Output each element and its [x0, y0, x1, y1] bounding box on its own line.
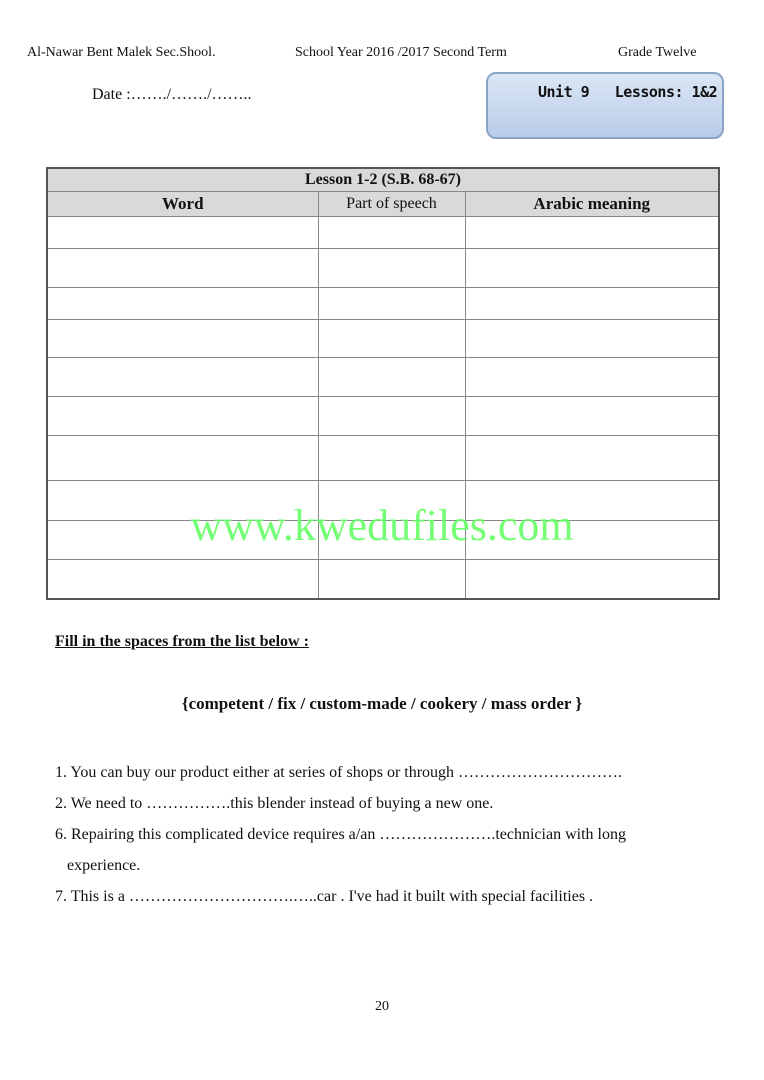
arabic-meaning-cell[interactable]	[465, 217, 719, 249]
part-of-speech-cell[interactable]	[318, 436, 465, 481]
lesson-title: Lesson 1-2 (S.B. 68-67)	[47, 168, 719, 192]
word-cell[interactable]	[47, 397, 318, 436]
column-header-word: Word	[47, 192, 318, 217]
part-of-speech-cell[interactable]	[318, 320, 465, 358]
watermark: www.kwedufiles.com	[190, 501, 574, 550]
exercise-instruction: Fill in the spaces from the list below :	[55, 633, 309, 650]
sentence-item: 1. You can buy our product either at series of shops or through ………………………….	[55, 764, 623, 781]
word-cell[interactable]	[47, 249, 318, 288]
table-row	[47, 397, 719, 436]
part-of-speech-cell[interactable]	[318, 560, 465, 599]
page-number: 20	[375, 999, 389, 1014]
table-row	[47, 560, 719, 599]
school-year: School Year 2016 /2017 Second Term	[295, 45, 507, 60]
arabic-meaning-cell[interactable]	[465, 358, 719, 397]
part-of-speech-cell[interactable]	[318, 249, 465, 288]
column-header-part-of-speech: Part of speech	[318, 192, 465, 217]
unit-lessons-label: Unit 9 Lessons: 1&2	[538, 83, 718, 101]
arabic-meaning-cell[interactable]	[465, 436, 719, 481]
word-cell[interactable]	[47, 358, 318, 397]
table-row	[47, 320, 719, 358]
sentence-list	[55, 757, 626, 912]
part-of-speech-cell[interactable]	[318, 358, 465, 397]
arabic-meaning-cell[interactable]	[465, 320, 719, 358]
arabic-meaning-cell[interactable]	[465, 249, 719, 288]
arabic-meaning-cell[interactable]	[465, 397, 719, 436]
unit-lessons-box	[486, 72, 724, 139]
grade-label: Grade Twelve	[618, 45, 697, 60]
table-row	[47, 358, 719, 397]
part-of-speech-cell[interactable]	[318, 397, 465, 436]
arabic-meaning-cell[interactable]	[465, 560, 719, 599]
word-cell[interactable]	[47, 217, 318, 249]
table-row	[47, 217, 719, 249]
word-list: {competent / fix / custom-made / cookery / mass order }	[181, 694, 583, 713]
part-of-speech-cell[interactable]	[318, 217, 465, 249]
word-cell[interactable]	[47, 320, 318, 358]
table-row	[47, 288, 719, 320]
date-line: Date :……./……./……..	[92, 86, 252, 103]
column-header-arabic-meaning: Arabic meaning	[465, 192, 719, 217]
school-name: Al-Nawar Bent Malek Sec.Shool.	[27, 45, 216, 60]
table-row	[47, 249, 719, 288]
word-cell[interactable]	[47, 436, 318, 481]
word-cell[interactable]	[47, 560, 318, 599]
arabic-meaning-cell[interactable]	[465, 288, 719, 320]
sentence-continuation: experience.	[67, 857, 141, 874]
part-of-speech-cell[interactable]	[318, 288, 465, 320]
word-cell[interactable]	[47, 288, 318, 320]
sentence-item: 6. Repairing this complicated device requires a/an ………………….technician with long	[55, 826, 626, 843]
sentence-item: 2. We need to …………….this blender instead of buying a new one.	[55, 795, 494, 812]
table-row	[47, 436, 719, 481]
sentence-item: 7. This is a ………………………….…..car . I've had it built with special facilities .	[55, 888, 594, 905]
